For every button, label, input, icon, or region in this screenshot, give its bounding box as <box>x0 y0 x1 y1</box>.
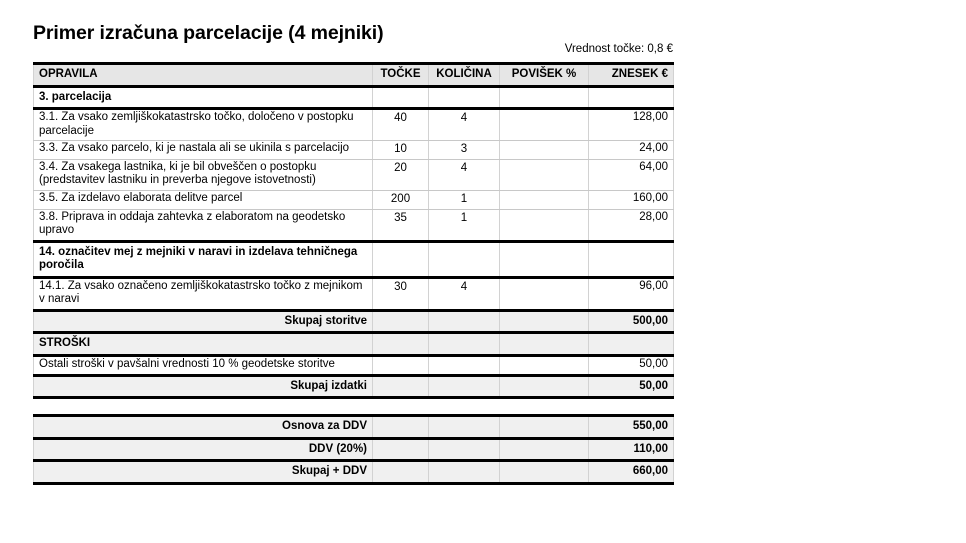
vat-amount: 550,00 <box>632 420 668 432</box>
row-surcharge <box>500 210 588 214</box>
row-quantity: 4 <box>460 280 468 293</box>
row-task: 14.1. Za vsako označeno zemljiškokatastrsko točko z mejnikom v naravi <box>39 279 363 306</box>
total-amount: 50,00 <box>639 379 668 392</box>
total-surcharge <box>500 312 588 318</box>
table-row <box>34 141 674 160</box>
row-quantity: 1 <box>460 211 468 224</box>
row-points: 10 <box>394 143 407 156</box>
row-task: 3.1. Za vsako zemljiškokatastrsko točko, določeno v postopku parcelacije <box>39 111 354 137</box>
services-table <box>33 62 673 399</box>
vat-points <box>373 462 428 468</box>
vat-label: DDV (20%) <box>308 442 367 455</box>
vat-quantity <box>429 462 499 468</box>
row-task: Ostali stroški v pavšalni vrednosti 10 % geodetske storitve <box>39 358 335 370</box>
section-header-stroski <box>34 333 674 356</box>
page-title: Primer izračuna parcelacije (4 mejniki) <box>33 22 384 44</box>
section-spacer-amount <box>589 334 673 340</box>
row-surcharge <box>500 191 588 195</box>
row-quantity: 4 <box>460 161 468 174</box>
row-points: 30 <box>394 280 407 293</box>
section-spacer-quantity <box>429 334 499 340</box>
row-amount: 24,00 <box>639 142 668 155</box>
vat-surcharge <box>500 462 588 468</box>
row-surcharge <box>500 141 588 145</box>
section-spacer-amount <box>589 88 673 94</box>
total-row-expenses <box>34 375 674 398</box>
column-header-points: TOČKE <box>380 68 421 80</box>
row-quantity: 3 <box>460 143 468 156</box>
column-header-quantity: KOLIČINA <box>436 68 492 80</box>
row-points: 40 <box>394 112 407 125</box>
table-row <box>34 159 674 190</box>
vat-amount: 110,00 <box>633 442 668 455</box>
column-header-surcharge: POVIŠEK % <box>511 68 577 80</box>
row-task: 3.8. Priprava in oddaja zahtevka z elaboratom na geodetsko upravo <box>39 210 346 237</box>
table-row <box>34 356 674 376</box>
row-points: 35 <box>394 211 407 224</box>
section-spacer-points <box>373 88 428 94</box>
total-label: Skupaj izdatki <box>290 379 367 392</box>
vat-quantity <box>429 440 499 446</box>
row-quantity: 4 <box>460 112 468 125</box>
vat-label: Osnova za DDV <box>282 420 367 432</box>
row-points: 200 <box>390 192 411 205</box>
table-row <box>34 277 674 310</box>
total-points <box>373 312 428 318</box>
section-spacer-surcharge <box>500 334 588 340</box>
vat-amount: 660,00 <box>632 465 668 478</box>
row-quantity <box>429 357 499 361</box>
vat-summary-table <box>33 414 673 485</box>
total-label: Skupaj storitve <box>284 314 367 327</box>
row-amount: 50,00 <box>639 358 668 370</box>
row-amount: 64,00 <box>639 160 668 173</box>
vat-surcharge <box>500 440 588 446</box>
row-surcharge <box>500 279 588 283</box>
row-points <box>373 357 428 361</box>
total-points <box>373 377 428 383</box>
row-quantity: 1 <box>460 192 468 205</box>
row-amount: 128,00 <box>632 111 668 124</box>
table-column-header-row <box>34 64 674 87</box>
total-quantity <box>429 312 499 318</box>
section-spacer-points <box>373 243 428 249</box>
vat-points <box>373 440 428 446</box>
column-header-amount: ZNESEK € <box>611 68 668 80</box>
section-label: STROŠKI <box>39 337 91 350</box>
section-spacer-surcharge <box>500 243 588 249</box>
row-amount: 28,00 <box>639 210 668 223</box>
vat-row-tax <box>34 438 674 461</box>
vat-label: Skupaj + DDV <box>291 465 367 478</box>
section-spacer-surcharge <box>500 88 588 94</box>
section-spacer-points <box>373 334 428 340</box>
section-label: 14. označitev mej z mejniki v naravi in izdelava tehničnega poročila <box>39 245 358 272</box>
row-amount: 96,00 <box>639 279 668 292</box>
row-points: 20 <box>394 161 407 174</box>
total-surcharge <box>500 377 588 383</box>
row-surcharge <box>500 357 588 361</box>
row-task: 3.4. Za vsakega lastnika, ki je bil obveščen o postopku (predstavitev lastniku in preverba njegove istovetnosti) <box>39 160 317 187</box>
table-row <box>34 209 674 241</box>
row-surcharge <box>500 160 588 164</box>
table-row <box>34 190 674 209</box>
services-grid <box>33 62 674 399</box>
vat-row-base <box>34 416 674 439</box>
vat-points <box>373 417 428 423</box>
vat-quantity <box>429 417 499 423</box>
section-label: 3. parcelacija <box>39 90 112 103</box>
row-amount: 160,00 <box>632 191 668 204</box>
row-task: 3.3. Za vsako parcelo, ki je nastala ali se ukinila s parcelacijo <box>39 142 350 155</box>
point-value-note: Vrednost točke: 0,8 € <box>564 43 673 55</box>
vat-surcharge <box>500 417 588 423</box>
column-header-task: OPRAVILA <box>39 68 98 80</box>
section-spacer-quantity <box>429 243 499 249</box>
total-amount: 500,00 <box>632 314 668 327</box>
total-row-services <box>34 310 674 333</box>
section-spacer-amount <box>589 243 673 249</box>
table-row <box>34 109 674 141</box>
section-header-oznacitev <box>34 241 674 277</box>
section-header-parcelacija <box>34 86 674 109</box>
vat-grid <box>33 414 674 485</box>
row-surcharge <box>500 110 588 114</box>
total-quantity <box>429 377 499 383</box>
section-spacer-quantity <box>429 88 499 94</box>
vat-row-total <box>34 461 674 484</box>
row-task: 3.5. Za izdelavo elaborata delitve parcel <box>39 191 243 204</box>
